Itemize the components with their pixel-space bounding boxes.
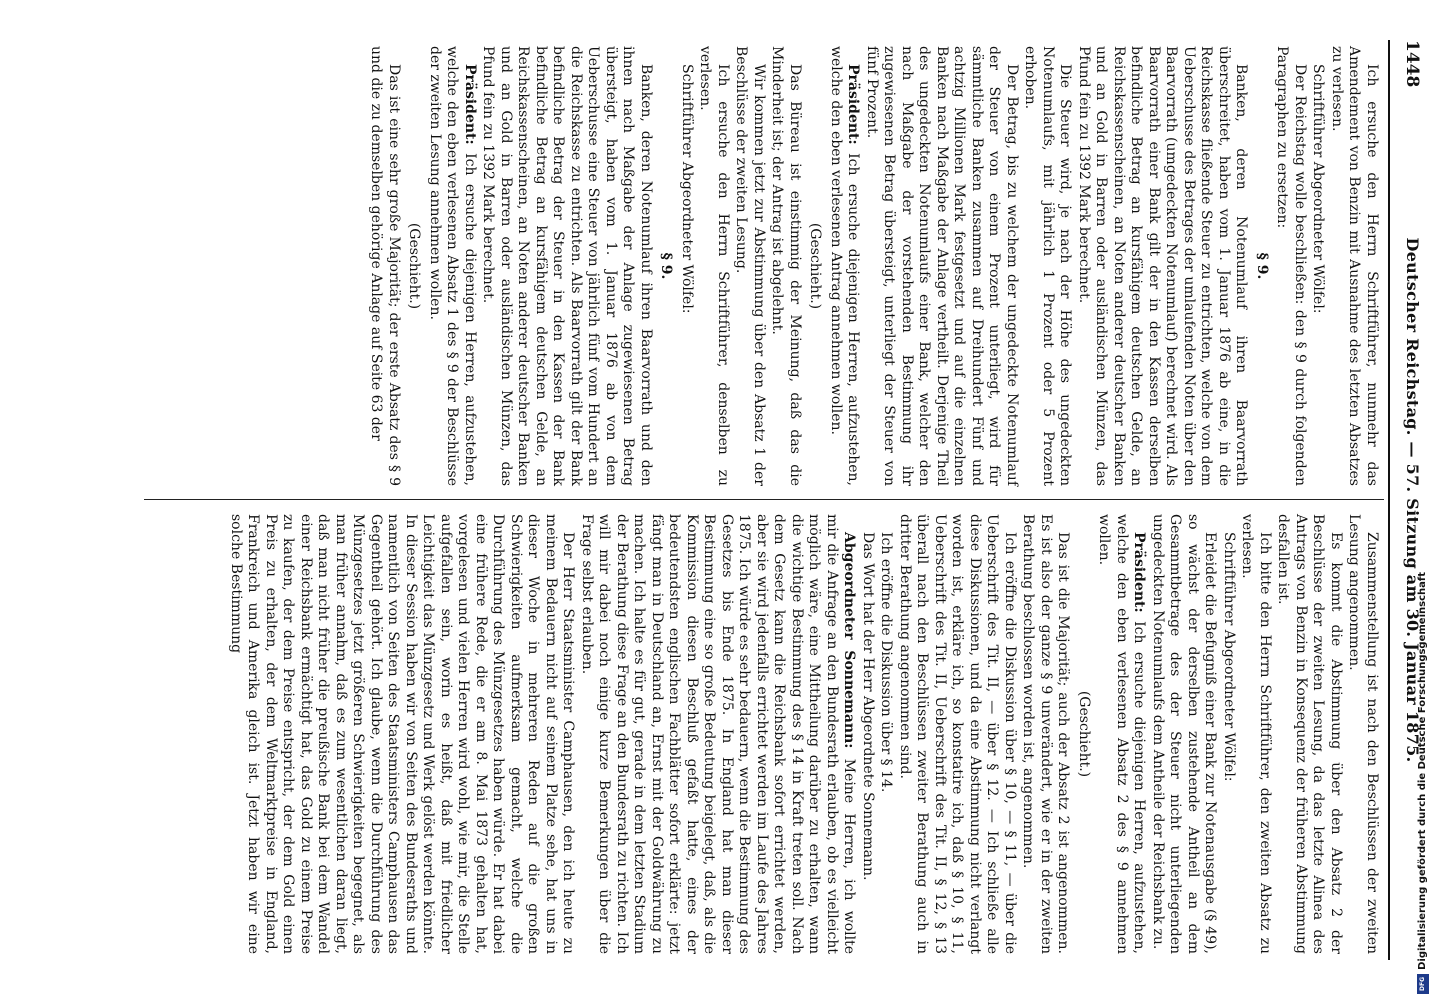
paragraph: Schriftführer Abgeordneter Wölfel: <box>679 64 695 314</box>
paragraph: Banken, deren Notenumlauf ihren Baarvorrath und den ihnen nach Maßgabe der Anlage zugewiesenen Betrag übersteigt, haben vom 1. Januar 1876 ab von dem Ueberschusse eine Steuer von jährlich fünf vom Hundert an die Reichskasse zu entrichten. Als Baarvorrath gilt der Bank befindliche Betrag der Steuer in den Kassen der Bank befindliche Betrag an kursfähigem deutschen Gelde, an Reichskassenscheinen, an Noten anderer deutscher Banken und an Gold in Barren oder ausländischen Münzen, das Pfund fein zu 1392 Mark berechnet. <box>480 46 654 486</box>
paragraph: Banken, deren Notenumlauf ihren Baarvorrath überschreitet, haben vom 1. Januar 1876 ab eine, in die Reichskasse fließende Steuer zu entrichten, welche von dem Ueberschusse des Betrages der umlaufenden Noten über den Baarvorrath (umgedeckten Notenumlauf) berechnet wird. Als Baarvorrath einer Bank gilt der in den Kassen derselben befindliche Betrag an kursfähigem deutschen Gelde, an Reichskassenscheinen, an Noten anderer deutscher Banken und an Gold in Barren oder ausländischen Münzen, das Pfund fein zu 1392 Mark berechnet. <box>1076 46 1250 486</box>
speaker-name: Abgeordneter Sonnemann: <box>841 532 858 749</box>
interjection: (Geschieht.) <box>1076 690 1092 778</box>
paragraph: Der Reichstag wolle beschließen: den § 9 durch folgenden Paragraphen zu ersetzen: <box>1274 46 1308 486</box>
dfg-logo: DFG <box>1417 974 1429 994</box>
paragraph: Schriftführer Abgeordneter Wölfel: <box>1221 532 1237 782</box>
interjection: (Geschieht.) <box>807 222 824 310</box>
paragraph: Das ist die Majorität; auch der Absatz 2 ist angenommen. Es ist also der ganze § 9 unverändert, wie er in der zweiten Berathung beschlossen worden ist, angenommen. <box>1020 514 1072 954</box>
speaker-name: Präsident: <box>845 64 862 145</box>
header-rule <box>1388 40 1390 960</box>
paragraph <box>578 514 858 954</box>
digitization-credit <box>1416 6 1430 996</box>
paragraph: Die Steuer wird, je nach der Höhe des ungedeckten Notenumlaufs, mit jährlich 1 Prozent oder 5 Prozent erhoben. <box>1022 46 1074 486</box>
speaker-name: Präsident: <box>462 64 478 145</box>
paragraph: Wir kommen jetzt zur Abstimmung über den Absatz 1 der Beschlüsse der zweiten Lesung. <box>733 46 767 486</box>
right-column <box>226 514 1381 954</box>
speech-text: Meine Herren, ich wollte mir die Anfrage an den Bundesrath erlauben, ob es vielleicht möglich wäre, eine Mittheilung darüber zu erhalten, wann die wichtige Bestimmung des § 14 in Kraft treten soll. Nach dem Gesetz kann die Reichsbank sofort errichtet werden, aber sie wird jedenfalls errichtet werden im Laufe des Jahres 1875. Ich würde es sehr bedauern, wenn die Bestimmung des Gesetzes bis Ende 1875. In England hat man dieser Bestimmung eine so große Bedeutung beigelegt, daß, als die Kommission diesen Beschluß gefaßt hatte, eines der bedeutendsten englischen Fachblätter sofort erklärte: jetzt fängt man in Deutschland an, Ernst mit der Goldwährung zu machen. Ich halte es für gut, gerade in dem letzten Stadium der Berathung diese Frage an den Bundesrath zu richten. Ich will mir dabei noch einige kurze Bemerkungen über die Frage selbst erlauben. <box>579 514 858 955</box>
credit-text: Digitalisierung gefördert durch die Deutsche Forschungsgemeinschaft <box>1417 572 1428 970</box>
speaker-name: Präsident: <box>1131 532 1148 613</box>
running-title: Deutscher Reichstag. — 57. Sitzung am 30. Januar 1875. <box>1403 237 1422 763</box>
paragraph: Es kommt die Abstimmung über den Absatz 2 der Beschlüsse der zweiten Lesung, da das letzte Alinea des Antrags von Benzin in Konsequenz der früheren Abstimmung desfallen ist. <box>1275 514 1344 954</box>
paragraph: Ich bitte den Herrn Schriftführer, den zweiten Absatz zu verlesen. <box>1239 514 1273 954</box>
column-divider <box>144 499 1384 500</box>
paragraph: Das Büreau ist einstimmig der Meinung, daß das die Minderheit ist; der Antrag ist abgelehnt. <box>769 46 803 486</box>
speech-text: Ich ersuche diejenigen Herren, aufzustehen, welche den eben verlesenen Antrag annehmen wollen. <box>828 46 862 486</box>
paragraph: Der Herr Staatsminister Camphausen, den ich heute zu meinem Bedauern nicht auf seinem Platze sehe, hat uns in dieser Woche in mehreren Reden auf die großen Schwierigkeiten aufmerksam gemacht, welche die Durchführung des Münzgesetzes haben würde. Er hat dabei eine frühere Rede, die er am 8. Mai 1873 gehalten hat, vorgelesen und vielen Herren wird wohl, wie mir, die Stelle aufgefallen sein, worin es heißt, daß mit friedlicher Leichtigkeit das Münzgesetz und Werk gelöst werden könnte. In dieser Session haben wir von Seiten des Bundesraths und namentlich von Seiten des Staatsministers Camphausen das Gegentheil gehört. Ich glaube, wenn die Durchführung des Münzgesetzes jetzt größeren Schwierigkeiten begegnet, als man früher annahm, daß es zum wesentlichen daran liegt, daß man nicht früher die preußische Bank bei dem Wandel einer Reichsbank ermächtigt hat, das Gold zu einem Preise zu kaufen, der dem Preise entspricht, der dem Gold einen Preis zu erhalten, der dem Weltmarktpreise in England, Frankreich und Amerika gleich ist. Jetzt haben wir eine solche Bestimmung <box>228 514 577 954</box>
paragraph: Das ist eine sehr große Majorität; der erste Absatz des § 9 und die zu demselben gehörige Anlage auf Seite 63 der <box>368 46 402 486</box>
speech-text: Ich ersuche diejenigen Herren, aufzustehen, welche den eben verlesenen Absatz 1 des § 9 der Beschlüsse der zweiten Lesung annehmen wollen. <box>427 46 478 486</box>
paragraph: Schriftführer Abgeordneter Wölfel: <box>1310 64 1327 314</box>
paragraph: Der Betrag, bis zu welchem der ungedeckte Notenumlauf der Steuer von einem Prozent unterliegt, wird für sämmtliche Banken zusammen auf Dreihundert Fünf und achtzig Millionen Mark festgesetzt und auf die einzelnen Banken nach Maßgabe der Anlage vertheilt. Derjenige Theil des ungedeckten Notenumlaufs einer Bank, welcher den nach Maßgabe der vorstehenden Bestimmung ihr zugewiesenen Betrag übersteigt, unterliegt der Steuer von fünf Prozent. <box>864 46 1020 486</box>
page-number: 1448 <box>1402 40 1422 88</box>
paragraph: Erleidet die Befugniß einer Bank zur Notenausgabe (§ 49), so wächst der derselben zustehende Antheil an dem Gesammtbetrage des der Steuer nicht unterliegenden ungedeckten Notenumlaufs dem Antheile der Reichsbank zu. <box>1150 514 1219 954</box>
paragraph: Das Wort hat der Herr Abgeordnete Sonnemann. <box>860 532 876 881</box>
paragraph: Zusammenstellung ist nach den Beschlüssen der zweiten Lesung angenommen. <box>1346 514 1380 954</box>
speech-text: Ich ersuche diejenigen Herren, aufzustehen, welche den eben verlesenen Absatz 2 des § 9 annehmen wollen. <box>1096 514 1148 954</box>
paragraph: Ich ersuche den Herrn Schriftführer, denselben zu verlesen. <box>697 46 731 486</box>
paragraph <box>827 46 862 486</box>
paragraph <box>1095 514 1148 954</box>
interjection: (Geschieht.) <box>406 222 423 310</box>
paragraph: Ich eröffne die Diskussion über § 14. <box>878 532 895 793</box>
left-column <box>366 46 1380 486</box>
paragraph: Ich eröffne die Diskussion über § 10, — § 11, — über die Ueberschrift des Tit. II, — über § 12. — Ich schließe alle diese Diskussionen, und da eine Abstimmung nicht verlangt worden ist, erkläre ich, so konstatire ich, daß § 10, § 11, Ueberschrift des Tit. II, Ueberschrift des Tit. II, § 12, § 13 überall nach den Beschlüssen zweiter Berathung auch in dritter Berathung angenommen sind. <box>897 514 1018 954</box>
paragraph: Ich ersuche den Herrn Schriftführer, nunmehr das Amendement von Benzin mit Ausnahme des letzten Absatzes zu verlesen. <box>1329 46 1380 486</box>
section-sign: § 9. <box>658 252 675 280</box>
paragraph <box>426 46 479 486</box>
section-sign: § 9. <box>1254 252 1270 280</box>
